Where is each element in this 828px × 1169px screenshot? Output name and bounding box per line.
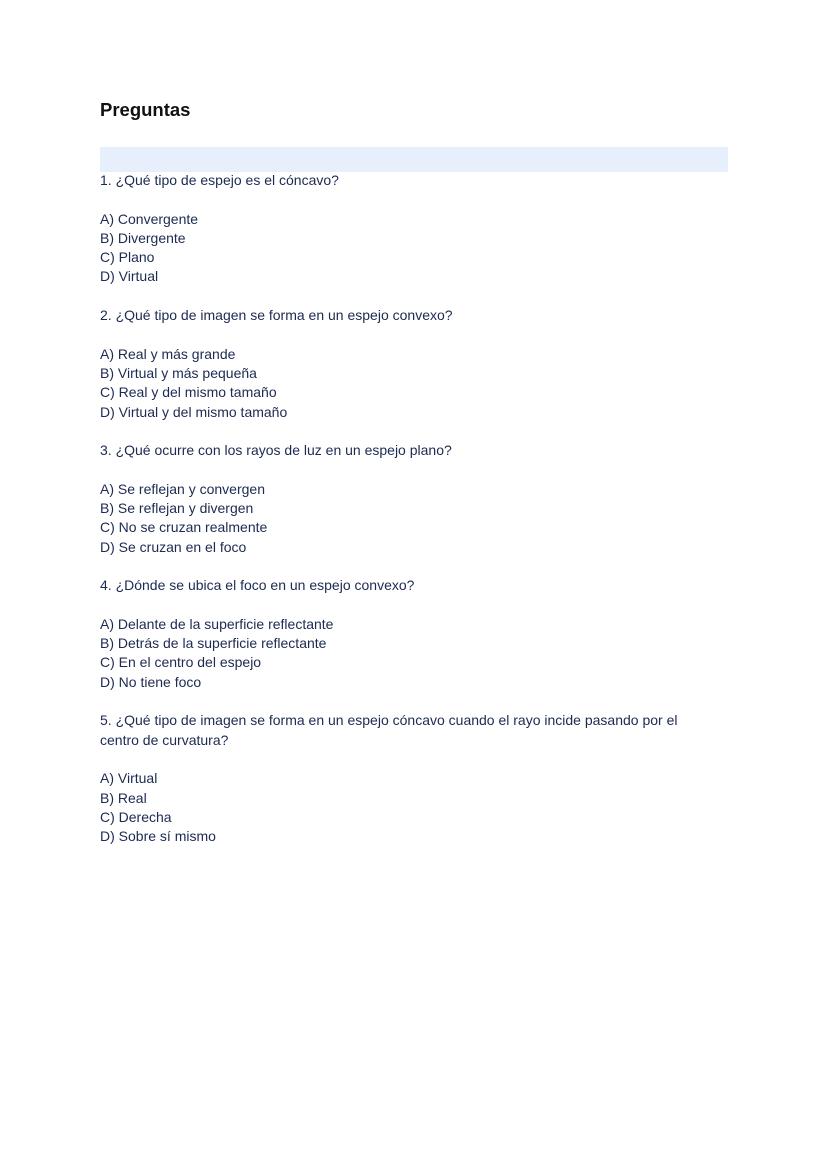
answer-option: C) No se cruzan realmente bbox=[100, 519, 268, 536]
question-text: 3. ¿Qué ocurre con los rayos de luz en un espejo plano? bbox=[100, 442, 452, 459]
answer-option: D) Virtual bbox=[100, 268, 159, 285]
answer-option: C) Derecha bbox=[100, 808, 172, 825]
highlight-band bbox=[100, 147, 728, 172]
answer-option: A) Se reflejan y convergen bbox=[100, 480, 265, 497]
question-1 bbox=[100, 171, 710, 287]
question-text: 4. ¿Dónde se ubica el foco en un espejo convexo? bbox=[100, 577, 415, 594]
answer-option: D) Virtual y del mismo tamaño bbox=[100, 403, 288, 420]
answer-option: C) Real y del mismo tamaño bbox=[100, 384, 277, 401]
answer-option: B) Se reflejan y divergen bbox=[100, 500, 254, 517]
question-4 bbox=[100, 576, 710, 692]
question-list bbox=[100, 171, 710, 866]
answer-option: A) Convergente bbox=[100, 210, 199, 227]
question-2 bbox=[100, 306, 710, 422]
answer-option: B) Detrás de la superficie reflectante bbox=[100, 635, 327, 652]
answer-option: C) En el centro del espejo bbox=[100, 654, 262, 671]
answer-option: B) Divergente bbox=[100, 229, 186, 246]
answer-option: B) Virtual y más pequeña bbox=[100, 364, 257, 381]
answer-option: D) No tiene foco bbox=[100, 673, 202, 690]
answer-option: A) Real y más grande bbox=[100, 345, 236, 362]
answer-option: D) Se cruzan en el foco bbox=[100, 538, 247, 555]
answer-option: A) Virtual bbox=[100, 770, 158, 787]
question-text: 2. ¿Qué tipo de imagen se forma en un espejo convexo? bbox=[100, 307, 453, 324]
question-3 bbox=[100, 441, 710, 557]
answer-option: A) Delante de la superficie reflectante bbox=[100, 615, 334, 632]
page-title: Preguntas bbox=[100, 99, 191, 120]
answer-option: C) Plano bbox=[100, 249, 155, 266]
answer-option: B) Real bbox=[100, 789, 147, 806]
question-5 bbox=[100, 711, 710, 846]
question-text: 5. ¿Qué tipo de imagen se forma en un espejo cóncavo cuando el rayo incide pasando por el centro de curvatura? bbox=[100, 712, 678, 748]
question-text: 1. ¿Qué tipo de espejo es el cóncavo? bbox=[100, 172, 339, 188]
answer-option: D) Sobre sí mismo bbox=[100, 828, 216, 845]
